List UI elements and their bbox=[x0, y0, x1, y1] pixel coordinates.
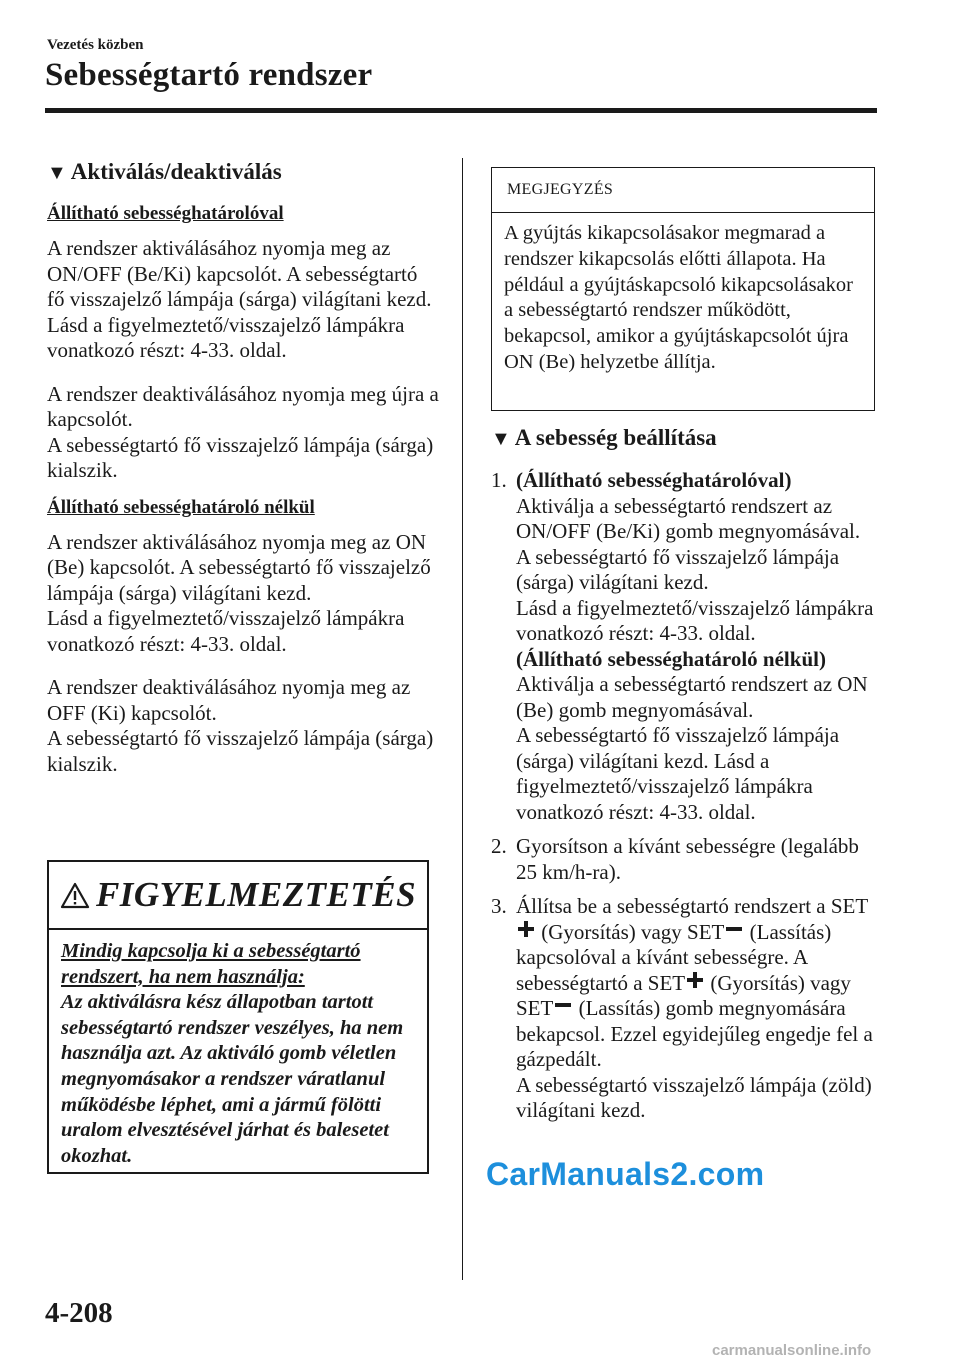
page-number: 4-208 bbox=[45, 1297, 113, 1329]
watermark-footer: carmanualsonline.info bbox=[712, 1342, 872, 1359]
right-column bbox=[491, 423, 875, 1124]
watermark-logo: CarManuals2.com bbox=[486, 1156, 765, 1192]
warning-body bbox=[49, 930, 427, 1169]
step-label: (Állítható sebességhatároló nélkül) bbox=[516, 646, 826, 671]
section-heading-activation: ▼ Aktiválás/deaktiválás bbox=[47, 159, 282, 184]
minus-icon bbox=[555, 997, 571, 1013]
list-item bbox=[491, 894, 875, 1124]
list-number: 2. bbox=[491, 834, 507, 858]
warning-box bbox=[47, 860, 429, 1174]
paragraph: A rendszer aktiválásához nyomja meg az ON (Be) kapcsolót. A sebességtartó fő visszajelző lámpája (sárga) világítani kezd. Lásd a figyelmeztető/visszajelző lámpákra vonatkozó részt: 4-33. oldal. bbox=[47, 529, 431, 656]
triangle-down-icon: ▼ bbox=[47, 162, 67, 184]
title-rule bbox=[45, 108, 877, 113]
section-heading-speed-setting: ▼ A sebesség beállítása bbox=[491, 425, 717, 450]
warning-title: FIGYELMEZTETÉS bbox=[95, 875, 417, 914]
paragraph: A rendszer aktiválásához nyomja meg az ON/OFF (Be/Ki) kapcsolót. A sebességtartó fő visszajelző lámpája (sárga) világítani kezd. Lásd a figyelmeztető/visszajelző lámpákra vonatkozó részt: 4-33. oldal. bbox=[47, 236, 432, 362]
list-item bbox=[491, 834, 875, 885]
note-header: MEGJEGYZÉS bbox=[492, 168, 874, 213]
warning-text: Az aktiválásra kész állapotban tartott sebességtartó rendszer veszélyes, ha nem használja azt. Az aktiváló gomb véletlen megnyomásakor a rendszer váratlanul működésbe léphet, ami a jármű fölötti uralom elvesztésével járhat és balesetet okozhat. bbox=[61, 991, 404, 1167]
note-body: A gyújtás kikapcsolásakor megmarad a rendszer kikapcsolás előtti állapota. Ha például a gyújtáskapcsoló kikapcsolásakor a sebességtartó rendszer működött, bekapcsol, amikor a gyújtáskapcsolót újra ON (Be) helyzetbe állítja. bbox=[504, 222, 853, 373]
list-text: Állítsa be a sebességtartó rendszert a SET (Gyorsítás) vagy SET (Lassítás) kapcsolóval a kívánt sebességre. A sebességtartó a SET (Gyorsítás) vagy SET (Lassítás) gomb megnyomására bekapcsol. Ezzel egyidejűleg engedje fel a gázpedált. A sebességtartó visszajelző lámpája (zöld) világítani kezd. bbox=[516, 894, 873, 1122]
left-column bbox=[47, 157, 439, 777]
column-divider bbox=[462, 158, 463, 1280]
list-text: Gyorsítson a kívánt sebességre (legalább 25 km/h-ra). bbox=[516, 834, 859, 884]
page-title: Sebességtartó rendszer bbox=[45, 57, 373, 93]
breadcrumb: Vezetés közben bbox=[47, 37, 144, 53]
list-number: 3. bbox=[491, 894, 507, 918]
warning-header bbox=[49, 862, 427, 930]
paragraph: A rendszer deaktiválásához nyomja meg újra a kapcsolót. A sebességtartó fő visszajelző lámpája (sárga) kialszik. bbox=[47, 381, 439, 482]
plus-icon bbox=[687, 972, 703, 988]
minus-icon bbox=[726, 921, 742, 937]
plus-icon bbox=[518, 921, 534, 937]
note-box bbox=[491, 167, 875, 411]
triangle-down-icon: ▼ bbox=[491, 428, 511, 450]
subheading-without-limiter: Állítható sebességhatároló nélkül bbox=[47, 496, 315, 518]
list-text bbox=[516, 468, 875, 825]
list-item bbox=[491, 468, 875, 825]
step-text: Aktiválja a sebességtartó rendszert az ON/OFF (Be/Ki) gomb megnyomásával. A sebességtartó fő visszajelző lámpája (sárga) világítani kezd. Lásd a figyelmeztető/visszajelző lámpákra vonatkozó részt: 4-33. oldal. bbox=[516, 493, 874, 645]
subheading-with-limiter: Állítható sebességhatárolóval bbox=[47, 203, 284, 224]
step-text: Aktiválja a sebességtartó rendszert az ON (Be) gomb megnyomásával. A sebességtartó fő visszajelző lámpája (sárga) világítani kezd. Lásd a figyelmeztető/visszajelző lámpákra vonatkozó részt: 4-33. oldal. bbox=[516, 672, 868, 824]
warning-triangle-icon bbox=[60, 882, 90, 909]
step-label: (Állítható sebességhatárolóval) bbox=[516, 468, 792, 492]
paragraph: A rendszer deaktiválásához nyomja meg az OFF (Ki) kapcsolót. A sebességtartó fő visszajelző lámpája (sárga) kialszik. bbox=[47, 675, 434, 776]
list-number: 1. bbox=[491, 468, 507, 492]
warning-lead: Mindig kapcsolja ki a sebességtartó rendszert, ha nem használja: bbox=[61, 940, 361, 988]
